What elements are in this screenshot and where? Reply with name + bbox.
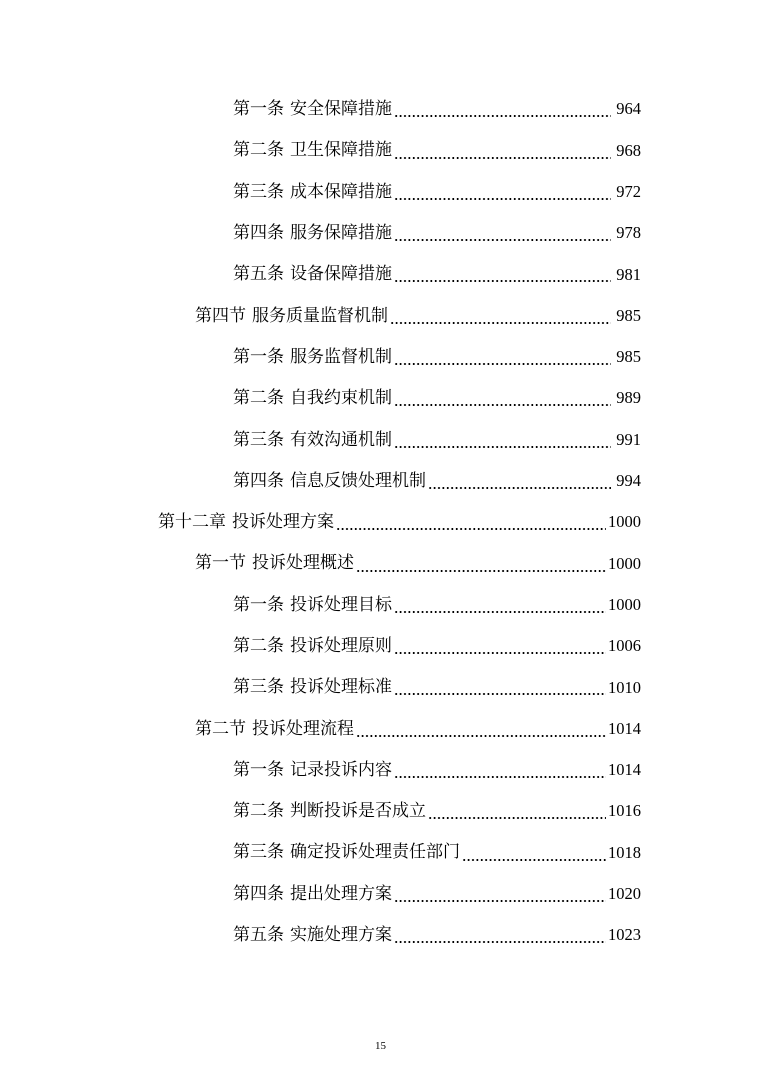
toc-entry-page: 991	[616, 429, 641, 449]
toc-dot-leader	[394, 403, 611, 407]
toc-entry-number: 第四节	[195, 305, 246, 326]
toc-entry-page: 1014	[608, 760, 641, 780]
toc-entry[interactable]	[0, 89, 761, 130]
toc-entry-title: 记录投诉内容	[290, 759, 392, 780]
toc-entry[interactable]	[0, 172, 761, 213]
toc-entry-title: 投诉处理方案	[232, 512, 334, 533]
toc-entry-number: 第一条	[233, 759, 284, 780]
toc-entry[interactable]	[0, 419, 761, 460]
toc-entry-page: 994	[616, 471, 641, 491]
toc-entry-title: 设备保障措施	[290, 264, 392, 285]
toc-entry-number: 第三条	[233, 429, 284, 450]
toc-entry-page: 1000	[608, 594, 641, 614]
toc-entry-page: 1014	[608, 718, 641, 738]
toc-dot-leader	[428, 486, 611, 490]
toc-entry-number: 第四条	[233, 223, 284, 244]
toc-entry-title: 投诉处理流程	[252, 718, 354, 739]
toc-entry-number: 第二条	[233, 636, 284, 656]
toc-entry-number: 第一条	[233, 594, 284, 615]
toc-entry-page: 968	[616, 140, 641, 160]
toc-dot-leader	[394, 279, 611, 283]
toc-dot-leader	[394, 445, 611, 449]
toc-entry-number: 第三条	[233, 181, 284, 202]
toc-entry[interactable]	[0, 295, 761, 336]
toc-entry-number: 第一条	[233, 346, 284, 367]
toc-dot-leader	[462, 858, 606, 862]
toc-entry[interactable]	[0, 585, 761, 626]
toc-entry[interactable]	[0, 915, 761, 956]
toc-dot-leader	[394, 651, 606, 655]
toc-entry-title: 有效沟通机制	[290, 429, 392, 450]
toc-dot-leader	[336, 527, 606, 531]
toc-dot-leader	[394, 775, 606, 779]
toc-dot-leader	[394, 362, 611, 366]
toc-dot-leader	[394, 940, 606, 944]
toc-dot-leader	[394, 114, 611, 118]
toc-entry-title: 信息反馈处理机制	[290, 470, 426, 491]
toc-entry-title: 提出处理方案	[290, 883, 392, 904]
toc-entry-page: 1006	[608, 636, 641, 656]
toc-entry-number: 第一条	[233, 99, 284, 120]
toc-entry-number: 第一节	[195, 553, 246, 574]
toc-entry[interactable]	[0, 708, 761, 749]
table-of-contents	[0, 89, 761, 956]
toc-entry-number: 第五条	[233, 925, 284, 946]
toc-entry-page: 1023	[608, 925, 641, 945]
toc-entry[interactable]	[0, 750, 761, 791]
toc-entry-title: 投诉处理原则	[290, 636, 392, 656]
toc-entry-number: 第三条	[233, 842, 284, 863]
page-number: 15	[375, 1040, 386, 1052]
toc-entry-title: 投诉处理标准	[290, 677, 392, 698]
toc-dot-leader	[390, 321, 611, 325]
toc-dot-leader	[394, 197, 611, 201]
toc-entry[interactable]	[0, 254, 761, 295]
toc-entry-title: 投诉处理概述	[252, 553, 354, 574]
toc-entry-page: 1010	[608, 677, 641, 697]
toc-entry-number: 第五条	[233, 264, 284, 285]
toc-entry-title: 服务保障措施	[290, 223, 392, 244]
toc-entry-number: 第二节	[195, 718, 246, 739]
toc-entry-page: 1016	[608, 801, 641, 821]
toc-entry[interactable]	[0, 461, 761, 502]
toc-entry-title: 成本保障措施	[290, 181, 392, 202]
toc-entry-page: 964	[616, 99, 641, 119]
toc-entry-title: 自我约束机制	[290, 388, 392, 409]
toc-entry-number: 第二条	[233, 140, 284, 161]
toc-entry[interactable]	[0, 337, 761, 378]
toc-entry[interactable]	[0, 502, 761, 543]
toc-entry-title: 投诉处理目标	[290, 594, 392, 615]
toc-entry[interactable]	[0, 213, 761, 254]
toc-dot-leader	[394, 238, 611, 242]
toc-entry-page: 978	[616, 223, 641, 243]
toc-entry-page: 1020	[608, 884, 641, 904]
toc-dot-leader	[394, 692, 606, 696]
toc-entry-number: 第二条	[233, 388, 284, 409]
toc-entry[interactable]	[0, 874, 761, 915]
toc-dot-leader	[394, 610, 606, 614]
toc-entry-title: 服务监督机制	[290, 346, 392, 367]
toc-entry-title: 判断投诉是否成立	[290, 801, 426, 822]
toc-entry[interactable]	[0, 832, 761, 873]
toc-entry-page: 1000	[608, 512, 641, 532]
toc-dot-leader	[356, 734, 606, 738]
toc-entry-title: 安全保障措施	[290, 99, 392, 120]
toc-entry-page: 989	[616, 388, 641, 408]
toc-entry-number: 第三条	[233, 677, 284, 698]
toc-entry-number: 第四条	[233, 470, 284, 491]
toc-entry-number: 第十二章	[158, 512, 226, 533]
toc-entry[interactable]	[0, 543, 761, 584]
toc-dot-leader	[428, 816, 606, 820]
toc-entry-page: 1000	[608, 553, 641, 573]
toc-entry[interactable]	[0, 130, 761, 171]
toc-entry-page: 1018	[608, 842, 641, 862]
toc-entry[interactable]	[0, 378, 761, 419]
toc-entry-title: 卫生保障措施	[290, 140, 392, 161]
toc-entry-number: 第二条	[233, 801, 284, 822]
toc-entry[interactable]	[0, 791, 761, 832]
toc-entry[interactable]	[0, 667, 761, 708]
toc-dot-leader	[394, 156, 611, 160]
toc-entry-title: 确定投诉处理责任部门	[290, 842, 460, 863]
toc-entry-page: 985	[616, 347, 641, 367]
toc-entry-title: 实施处理方案	[290, 925, 392, 946]
toc-entry-page: 985	[616, 305, 641, 325]
toc-dot-leader	[356, 569, 606, 573]
toc-entry-title: 服务质量监督机制	[252, 305, 388, 326]
toc-dot-leader	[394, 899, 606, 903]
toc-entry[interactable]	[0, 626, 761, 667]
toc-entry-page: 972	[616, 181, 641, 201]
toc-entry-number: 第四条	[233, 883, 284, 904]
toc-entry-page: 981	[616, 264, 641, 284]
